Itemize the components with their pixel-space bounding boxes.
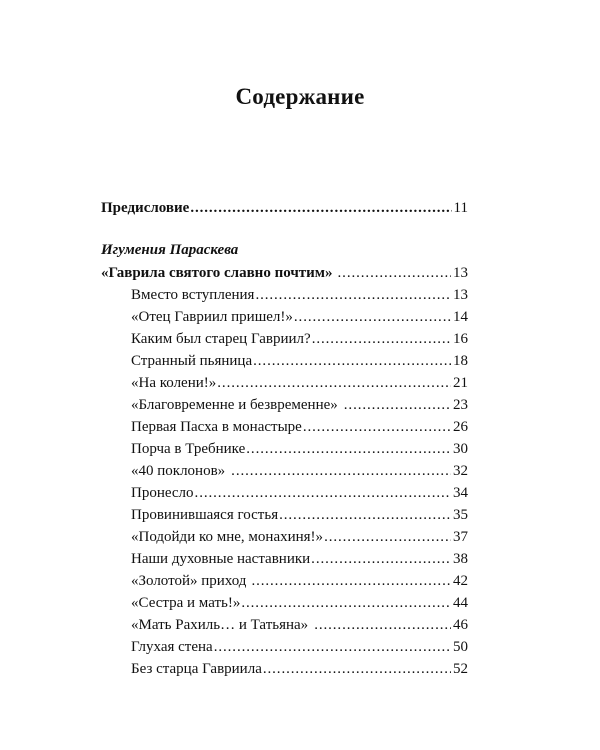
toc-entry-title: Странный пьяница — [131, 353, 253, 369]
toc-entry[interactable] — [131, 637, 468, 657]
toc-entry[interactable] — [131, 505, 468, 525]
toc-leader — [253, 351, 451, 371]
toc-entry-title: Глухая стена — [131, 639, 213, 655]
toc-entry-page: 35 — [453, 507, 468, 523]
section-heading: Игумения Параскева — [101, 242, 239, 258]
toc-leader — [279, 505, 451, 525]
toc-leader — [338, 263, 451, 283]
page-title: Содержание — [235, 84, 365, 109]
toc-leader — [190, 198, 451, 218]
toc-entry[interactable] — [131, 417, 468, 437]
toc-entry-page: 11 — [453, 200, 468, 216]
toc-entry[interactable] — [131, 351, 468, 371]
toc-leader — [303, 417, 451, 437]
toc-entry-page: 13 — [453, 287, 468, 303]
toc-entry-page: 42 — [453, 573, 468, 589]
toc-entry-page: 44 — [453, 595, 468, 611]
toc-entry[interactable] — [131, 439, 468, 459]
toc-entry-preface[interactable] — [101, 198, 468, 218]
toc-entry-title: «На колени!» — [131, 375, 217, 391]
toc-leader — [294, 307, 451, 327]
toc-leader — [311, 549, 451, 569]
toc-entry-title: Наши духовные наставники — [131, 551, 311, 567]
toc-entry-title: «Сестра и мать!» — [131, 595, 241, 611]
toc-entry-title: Пронесло — [131, 485, 194, 501]
toc-leader — [344, 395, 451, 415]
toc-entry-title: Без старца Гавриила — [131, 661, 262, 677]
toc-entry-title: «Подойди ко мне, монахиня!» — [131, 529, 324, 545]
toc-entry-page: 37 — [453, 529, 468, 545]
toc-leader — [246, 439, 451, 459]
toc-entry-page: 14 — [453, 309, 468, 325]
toc-entry[interactable] — [131, 373, 468, 393]
toc-entry-page: 46 — [453, 617, 468, 633]
toc-entry[interactable] — [131, 461, 468, 481]
toc-entry[interactable] — [131, 527, 468, 547]
toc-entry-chapter[interactable] — [101, 263, 468, 283]
toc-entry-page: 18 — [453, 353, 468, 369]
toc-leader — [263, 659, 451, 679]
toc-entry-page: 13 — [453, 265, 468, 281]
toc-entry[interactable] — [131, 483, 468, 503]
toc-entry-page: 16 — [453, 331, 468, 347]
toc-entry-title: Вместо вступления — [131, 287, 255, 303]
toc-entry-page: 38 — [453, 551, 468, 567]
toc-entry[interactable] — [131, 571, 468, 591]
toc-entry[interactable] — [131, 395, 468, 415]
toc-entry[interactable] — [131, 307, 468, 327]
toc-entry[interactable] — [131, 659, 468, 679]
toc-entry-title: «Гаврила святого славно почтим» — [101, 265, 333, 281]
toc-entry-page: 30 — [453, 441, 468, 457]
toc-leader — [195, 483, 451, 503]
toc-entry-page: 50 — [453, 639, 468, 655]
toc-leader — [312, 329, 451, 349]
toc-leader — [214, 637, 451, 657]
toc-leader — [217, 373, 451, 393]
toc-leader — [251, 571, 451, 591]
toc-entry-title: Предисловие — [101, 200, 190, 216]
toc-entry[interactable] — [131, 549, 468, 569]
toc-entry[interactable] — [131, 593, 468, 613]
toc-leader — [324, 527, 451, 547]
toc-entry[interactable] — [131, 329, 468, 349]
toc-entry-title: Провинившаяся гостья — [131, 507, 279, 523]
toc-leader — [255, 285, 451, 305]
toc-entry-title: Первая Пасха в монастыре — [131, 419, 302, 435]
toc-entry-page: 34 — [453, 485, 468, 501]
toc-leader — [241, 593, 451, 613]
toc-entry-title: «Отец Гавриил пришел!» — [131, 309, 293, 325]
toc-entry-page: 26 — [453, 419, 468, 435]
toc-entry-title: «40 поклонов» — [131, 463, 226, 479]
toc-entry-page: 52 — [453, 661, 468, 677]
toc-entry[interactable] — [131, 285, 468, 305]
toc-entry-title: Каким был старец Гавриил? — [131, 331, 311, 347]
toc-entry[interactable] — [131, 615, 468, 635]
toc-entry-title: «Золотой» приход — [131, 573, 247, 589]
toc-entry-title: «Благовременне и безвременне» — [131, 397, 338, 413]
toc-leader — [314, 615, 451, 635]
toc-leader — [231, 461, 451, 481]
toc-entry-page: 32 — [453, 463, 468, 479]
toc-entry-page: 23 — [453, 397, 468, 413]
toc-entry-page: 21 — [453, 375, 468, 391]
toc-entry-title: Порча в Требнике — [131, 441, 246, 457]
toc-entry-title: «Мать Рахиль… и Татьяна» — [131, 617, 309, 633]
